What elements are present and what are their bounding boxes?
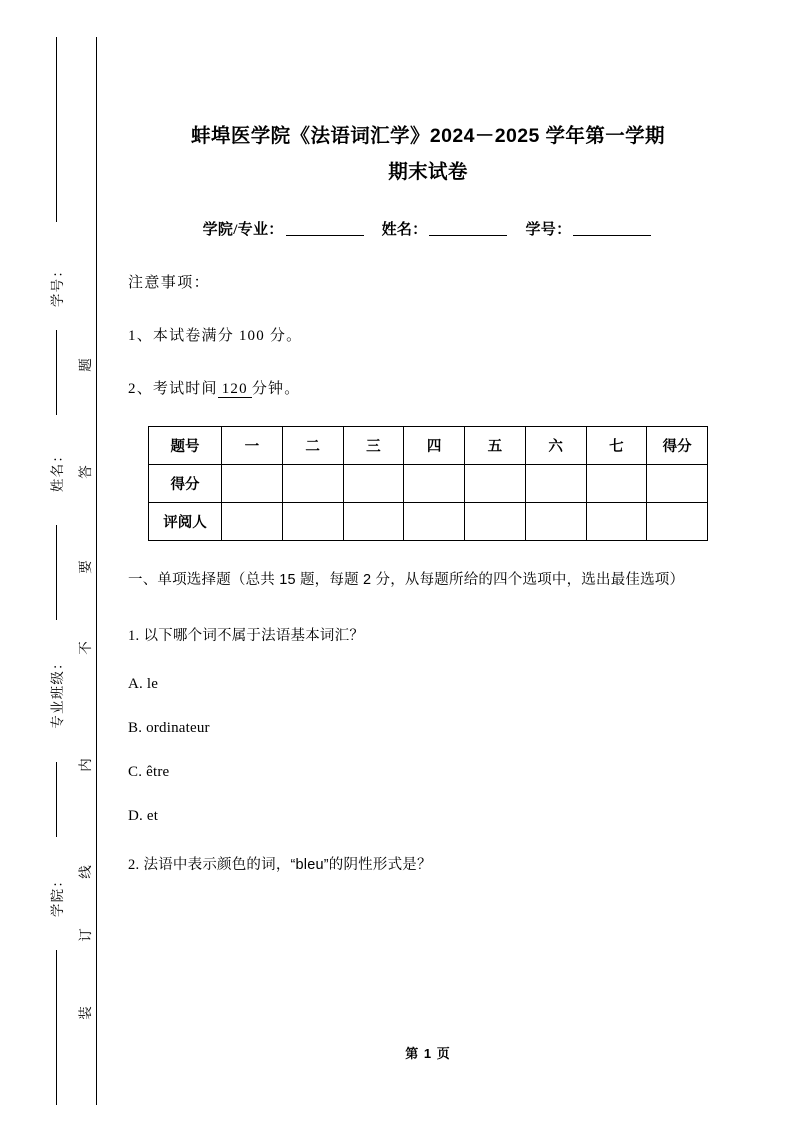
seal-binding-area <box>0 0 120 1122</box>
score-cell[interactable] <box>525 465 586 503</box>
question-1-number: 1. <box>128 628 140 644</box>
table-row <box>149 503 708 541</box>
score-table-wrapper <box>128 398 728 541</box>
grader-cell[interactable] <box>586 503 647 541</box>
grader-cell[interactable] <box>282 503 343 541</box>
seal-glyph-2: 答 <box>78 465 93 479</box>
seal-glyph-8: 装 <box>78 1006 93 1020</box>
student-id-label: 学号： <box>525 222 572 238</box>
notice-item-2 <box>128 345 728 398</box>
score-table-header-7: 七 <box>586 427 647 465</box>
college-major-label: 学院/专业： <box>202 222 284 238</box>
student-id-blank[interactable] <box>573 222 651 237</box>
question-1-option-b[interactable]: B. ordinateur <box>128 720 210 736</box>
seal-label-class: 专业班级： <box>50 655 65 729</box>
grader-cell[interactable] <box>647 503 708 541</box>
score-cell[interactable] <box>465 465 526 503</box>
page-title <box>128 0 728 190</box>
question-1-stem <box>128 596 728 649</box>
exam-duration-value: 120 <box>218 381 252 398</box>
question-2-text: 法语中表示颜色的词，“bleu”的阴性形式是？ <box>143 857 432 873</box>
question-1-option-a[interactable]: A. le <box>128 676 159 692</box>
seal-glyph-3: 要 <box>78 560 93 574</box>
seal-label-name: 姓名： <box>50 447 65 493</box>
table-row <box>149 465 708 503</box>
score-row-label-score: 得分 <box>149 465 222 503</box>
exam-title-line-1: 蚌埠医学院《法语词汇学》2024－2025 学年第一学期 <box>191 125 665 147</box>
section-heading-1: 一、单项选择题（总共 15 题，每题 2 分，从每题所给的四个选项中，选出最佳选项） <box>128 572 685 588</box>
seal-main-vertical-rule <box>96 37 97 1105</box>
notice-item-2-prefix: 2、考试时间 <box>128 381 218 397</box>
seal-glyph-5: 内 <box>78 758 93 772</box>
seal-glyph-7: 订 <box>78 928 93 942</box>
name-label: 姓名： <box>381 222 428 238</box>
student-info-line <box>128 190 728 239</box>
score-cell[interactable] <box>282 465 343 503</box>
grader-cell[interactable] <box>404 503 465 541</box>
score-cell[interactable] <box>586 465 647 503</box>
score-cell[interactable] <box>343 465 404 503</box>
score-cell[interactable] <box>222 465 283 503</box>
grader-cell[interactable] <box>343 503 404 541</box>
notice-item-1: 1、本试卷满分 100 分。 <box>128 328 303 344</box>
notice-item-2-suffix: 分钟。 <box>251 381 301 397</box>
seal-glyph-6: 线 <box>78 865 93 879</box>
score-table-header-6: 六 <box>525 427 586 465</box>
grader-cell[interactable] <box>465 503 526 541</box>
score-table-header-5: 五 <box>465 427 526 465</box>
grader-cell[interactable] <box>222 503 283 541</box>
score-table-header-4: 四 <box>404 427 465 465</box>
score-table-header-1: 一 <box>222 427 283 465</box>
score-cell[interactable] <box>404 465 465 503</box>
score-table-header-0: 题号 <box>149 427 222 465</box>
score-table-header-8: 得分 <box>647 427 708 465</box>
college-major-blank[interactable] <box>286 222 364 237</box>
page-footer: 第 1 页 <box>405 1046 451 1061</box>
table-row-header <box>149 427 708 465</box>
seal-glyph-1: 题 <box>78 358 93 372</box>
exam-title-line-2: 期末试卷 <box>388 161 468 183</box>
score-row-label-grader: 评阅人 <box>149 503 222 541</box>
notice-heading: 注意事项： <box>128 275 211 291</box>
score-cell[interactable] <box>647 465 708 503</box>
seal-label-college: 学院： <box>50 872 65 918</box>
question-2-stem <box>128 825 728 878</box>
seal-glyph-4: 不 <box>78 641 93 655</box>
seal-label-student-id: 学号： <box>50 262 65 308</box>
question-2-number: 2. <box>128 857 140 873</box>
question-1-option-d[interactable]: D. et <box>128 808 159 824</box>
score-table-header-3: 三 <box>343 427 404 465</box>
exam-paper-content <box>128 0 728 1122</box>
name-blank[interactable] <box>429 222 507 237</box>
score-table <box>148 426 708 541</box>
score-table-header-2: 二 <box>282 427 343 465</box>
question-1-option-c[interactable]: C. être <box>128 764 170 780</box>
question-1-text: 以下哪个词不属于法语基本词汇？ <box>143 628 365 644</box>
grader-cell[interactable] <box>525 503 586 541</box>
